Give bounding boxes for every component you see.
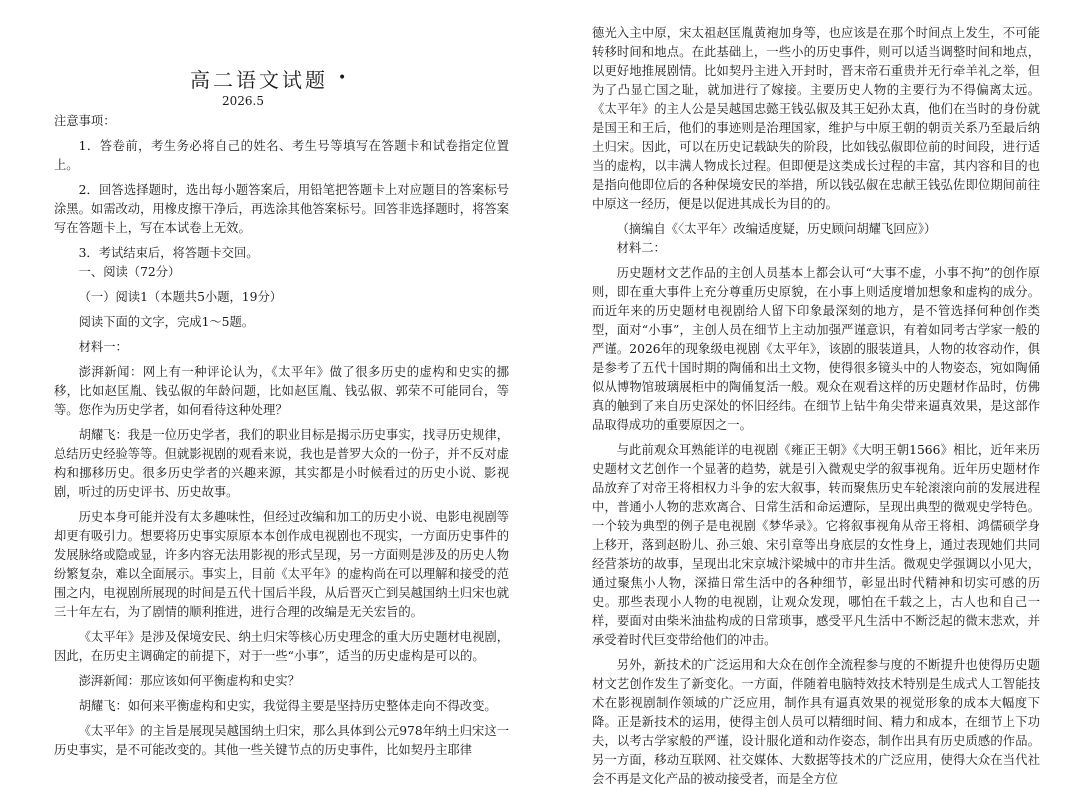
notice-item-1: 1．答卷前，考生务必将自己的姓名、考生号等填写在答题卡和试卷指定位置上。 xyxy=(54,139,509,172)
paragraph: 另外，新技术的广泛运用和大众在创作全流程参与度的不断提升也使得历史题材文艺创作发生了新变化。一方面，伴随着电脑特效技术特别是生成式人工智能技术在影视剧制作领域的广泛应用，制作具有逼真效果的视觉形象的成本大幅度下降。正是新技术的运用，使得主创人员可以精细时间、精力和成本，在细节上下功夫，以考古学家般的严谨，设计服化道和动作姿态，制作出具有历史质感的作品。另一方面，移动互联网、社交媒体、大数据等技术的广泛应用，使得大众在当代社会不再是文化产品的被动接受者，而是全方位 xyxy=(592,658,1040,786)
notice-item-2: 2．回答选择题时，选出每小题答案后，用铅笔把答题卡上对应题目的答案标号涂黑。如需改动，用橡皮擦干净后，再选涂其他答案标号。回答非选择题时，将答案写在答题卡上，写在本试卷上无效。 xyxy=(54,183,509,235)
paragraph: 澎湃新闻：那应该如何平衡虚构和史实？ xyxy=(78,674,300,688)
source-citation: （摘编自《〈太平年〉改编适度疑，历史顾问胡耀飞回应》） xyxy=(616,222,937,236)
paragraph: 德光入主中原，宋太祖赵匡胤黄袍加身等，也应该是在那个时间点上发生，不可能转移时间和地点。在此基础上，一些小的历史事件，则可以适当调整时间和地点，以更好地推展剧情。比如契丹主进入开封时，晋末帝石重贵并无行牵羊礼之举，但为了凸显亡国之耻，就加进行了嫁接。主要历史人物的主要行为不得偏离太远。《太平年》的主人公是吴越国忠懿王钱弘俶及其王妃孙太真，他们在当时的身份就是国王和王后，他们的事迹则是治理国家，维护与中原王朝的朝贡关系乃至最后纳土归宋。因此，可以在历史记载缺失的阶段，比如钱弘俶即位前的时间段，进行适当的虚构，以丰满人物成长过程。但即便是这类成长过程的丰富，其内容和目的也是指向他即位后的各种保境安民的举措，所以钱弘俶在忠献王钱弘佐即位期间前往中原这一经历，便是以促进其成长为目的的。 xyxy=(592,26,1040,211)
subsection-heading: （一）阅读1（本题共5小题，19分） xyxy=(78,290,283,304)
section-heading: 一、阅读（72分） xyxy=(78,265,181,279)
right-column xyxy=(592,24,1040,789)
notice-heading: 注意事项： xyxy=(54,114,116,128)
paragraph: 《太平年》的主旨是展现吴越国纳土归宋，那么具体到公元978年纳土归宋这一历史事实，是不可能改变的。其他一些关键节点的历史事件，比如契丹主耶律 xyxy=(54,724,509,757)
paragraph: 历史本身可能并没有太多趣味性，但经过改编和加工的历史小说、电影电视剧等却更有吸引力。想要将历史事实原原本本创作成电视剧也不现实，一方面历史事件的发展脉络或隐或显，许多内容无法用影视的形式呈现，另一方面则是涉及的历史人物纷繁复杂，难以全面展示。事实上，目前《太平年》的虚构尚在可以理解和接受的范围之内，电视剧所展现的时间是五代十国后半段，从后晋灭亡到吴越国纳土归宋也就三十年左右，为了剧情的顺利推进，进行合理的改编是无关宏旨的。 xyxy=(54,510,509,619)
reading-instruction: 阅读下面的文字，完成1～5题。 xyxy=(78,315,255,329)
paragraph: 与此前观众耳熟能详的电视剧《雍正王朝》《大明王朝1566》相比，近年来历史题材文艺创作一个显著的趋势，就是引入微观史学的叙事视角。近年历史题材作品放弃了对帝王将相权力斗争的宏大叙事，转而聚焦历史车轮滚滚向前的发展进程中，普通小人物的悲欢离合、日常生活和命运遭际，呈现出典型的微观史学特色。一个较为典型的例子是电视剧《梦华录》。它将叙事视角从帝王将相、鸿儒硕学身上移开，落到赵盼儿、孙三娘、宋引章等出身底层的女性身上，通过表现她们共同经营茶坊的故事，呈现出北宋京城汴梁城中的市井生活。微观史学强调以小见大，通过聚焦小人物，深描日常生活中的各种细节，彰显出时代精神和切实可感的历史。那些表现小人物的电视剧，让观众发现，哪怕在千载之上，古人也和自己一样，要面对由柴米油盐构成的日常琐事，感受平凡生活中不断泛起的微末悲欢，并承受着时代巨变带给他们的冲击。 xyxy=(592,443,1040,647)
paragraph: 《太平年》是涉及保境安民、纳土归宋等核心历史理念的重大历史题材电视剧，因此，在历史主调确定的前提下，对于一些“小事”，适当的历史虚构是可以的。 xyxy=(54,630,509,663)
left-column xyxy=(54,112,509,760)
notice-item-3: 3．考试结束后，将答题卡交回。 xyxy=(78,246,259,260)
title-mark: • xyxy=(338,70,347,86)
paragraph: 胡耀飞：如何来平衡虚构和史实，我觉得主要是坚持历史整体走向不得改变。 xyxy=(78,699,497,713)
paragraph: 历史题材文艺作品的主创人员基本上都会认可“大事不虚，小事不拘”的创作原则，即在重大事件上充分尊重历史原貌，在小事上则适度增加想象和虚构的成分。而近年来的历史题材电视剧给人留下印象最深刻的地方，是不管选择何种创作类型，面对“小事”，主创人员在细节上主动加强严谨意识，有着如同考古学家一般的严谨。2026年的现象级电视剧《太平年》，该剧的服装道具，人物的妆容动作，俱是参考了五代十国时期的陶俑和出土文物，使得很多镜头中的人物姿态，宛如陶俑似从博物馆玻璃展柜中的陶俑复活一般。观众在观看这样的历史题材作品时，仿佛真的触到了来自历史深处的怀旧经纬。在细节上钻牛角尖带来逼真效果，是这部作品取得成功的重要原因之一。 xyxy=(592,266,1040,432)
paragraph: 澎湃新闻：网上有一种评论认为，《太平年》做了很多历史的虚构和史实的挪移，比如赵匡胤、钱弘俶的年龄问题，比如赵匡胤、钱弘俶、郭荣不可能同台，等等。您作为历史学者，如何看待这种处理？ xyxy=(54,365,509,417)
paragraph: 胡耀飞：我是一位历史学者，我们的职业目标是揭示历史事实，找寻历史规律，总结历史经验等等。但就影视剧的观看来说，我也是普罗大众的一份子，并不反对虚构和挪移历史。很多历史学者的兴趣来源，其实都是小时候看过的历史小说、影视剧，听过的历史评书、历史故事。 xyxy=(54,428,509,499)
exam-date: 2026.5 xyxy=(222,94,264,108)
exam-title: 高二语文试题 xyxy=(190,68,328,92)
material-2-label: 材料二： xyxy=(616,241,666,255)
material-1-label: 材料一： xyxy=(78,340,128,354)
